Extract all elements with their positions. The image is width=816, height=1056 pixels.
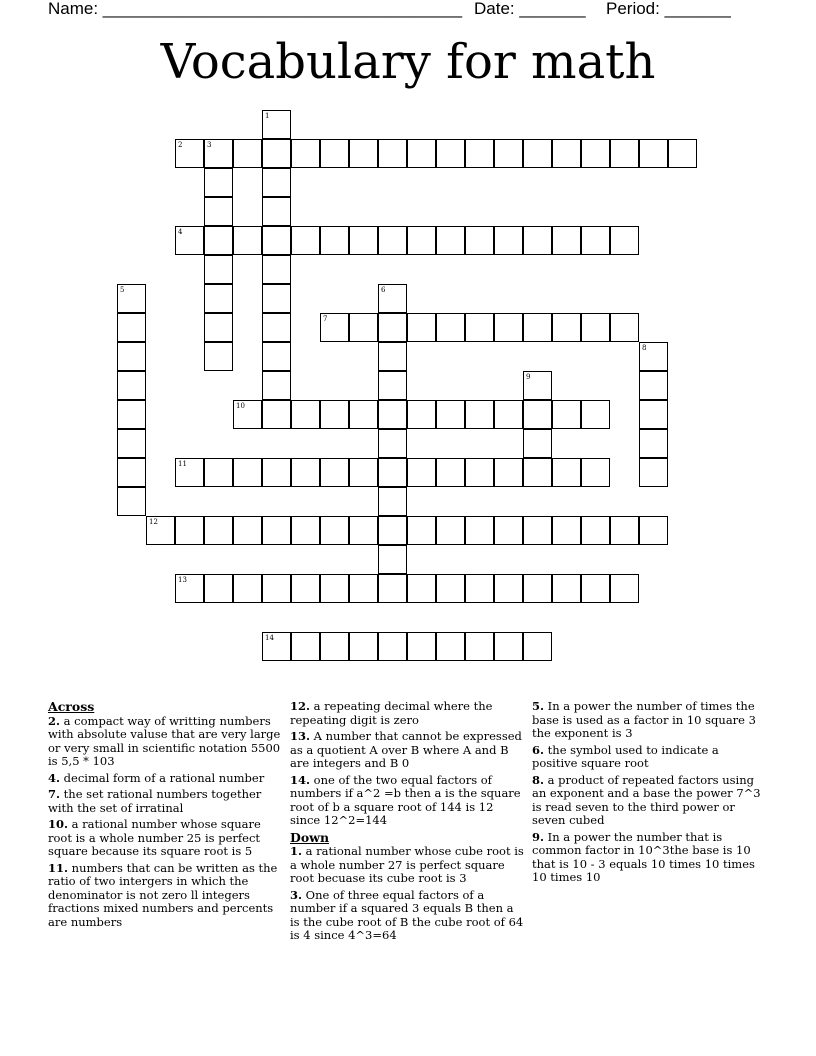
crossword-cell[interactable] xyxy=(407,574,436,603)
crossword-cell[interactable] xyxy=(610,226,639,255)
crossword-cell[interactable] xyxy=(552,400,581,429)
crossword-cell[interactable] xyxy=(436,516,465,545)
crossword-cell[interactable] xyxy=(465,400,494,429)
crossword-cell[interactable] xyxy=(349,632,378,661)
name-field[interactable]: Name: ______________________________________ xyxy=(48,0,463,18)
crossword-cell[interactable] xyxy=(639,139,668,168)
crossword-cell[interactable] xyxy=(378,516,407,545)
crossword-cell[interactable] xyxy=(117,284,146,313)
crossword-cell[interactable] xyxy=(204,458,233,487)
crossword-cell[interactable] xyxy=(436,139,465,168)
crossword-cell[interactable] xyxy=(320,516,349,545)
crossword-cell[interactable] xyxy=(552,516,581,545)
crossword-cell[interactable] xyxy=(639,400,668,429)
crossword-cell[interactable] xyxy=(494,632,523,661)
clue-number: 5 xyxy=(120,286,125,294)
crossword-cell[interactable] xyxy=(581,458,610,487)
crossword-cell[interactable] xyxy=(407,632,436,661)
crossword-cell[interactable] xyxy=(378,400,407,429)
crossword-cell[interactable] xyxy=(378,545,407,574)
crossword-cell[interactable] xyxy=(378,139,407,168)
clue-down-5: 5. In a power the number of times the base is used as a factor in 10 square 3 the exponent is 3 xyxy=(532,699,756,740)
crossword-cell[interactable] xyxy=(262,458,291,487)
crossword-cell[interactable] xyxy=(262,168,291,197)
crossword-cell[interactable] xyxy=(494,313,523,342)
clue-number: 3 xyxy=(207,141,212,149)
crossword-cell[interactable] xyxy=(378,429,407,458)
crossword-cell[interactable] xyxy=(262,255,291,284)
crossword-cell[interactable] xyxy=(262,632,291,661)
crossword-cell[interactable] xyxy=(117,400,146,429)
clue-down-3: 3. One of three equal factors of a number if a squared 3 equals B then a is the cube root of B the cube root of 64 is 4 since 4^3=64 xyxy=(290,887,524,942)
clue-number: 2 xyxy=(178,141,183,149)
crossword-cell[interactable] xyxy=(639,429,668,458)
crossword-cell[interactable] xyxy=(465,574,494,603)
crossword-cell[interactable] xyxy=(349,574,378,603)
clue-across-12: 12. a repeating decimal where the repeating digit is zero xyxy=(290,699,493,727)
crossword-cell[interactable] xyxy=(436,574,465,603)
crossword-cell[interactable] xyxy=(175,139,204,168)
crossword-cell[interactable] xyxy=(523,371,552,400)
crossword-cell[interactable] xyxy=(117,313,146,342)
crossword-cell[interactable] xyxy=(494,574,523,603)
crossword-cell[interactable] xyxy=(378,458,407,487)
crossword-cell[interactable] xyxy=(581,516,610,545)
clue-number: 11 xyxy=(178,460,187,468)
page-title: Vocabulary for math xyxy=(160,34,656,90)
crossword-cell[interactable] xyxy=(262,284,291,313)
crossword-cell[interactable] xyxy=(378,313,407,342)
crossword-cell[interactable] xyxy=(175,574,204,603)
clue-number: 1 xyxy=(265,112,270,120)
crossword-cell[interactable] xyxy=(262,400,291,429)
crossword-cell[interactable] xyxy=(349,400,378,429)
crossword-cell[interactable] xyxy=(407,458,436,487)
crossword-cell[interactable] xyxy=(175,226,204,255)
crossword-cell[interactable] xyxy=(523,574,552,603)
clues-column-1 xyxy=(48,700,282,932)
crossword-cell[interactable] xyxy=(610,139,639,168)
crossword-cell[interactable] xyxy=(204,139,233,168)
crossword-cell[interactable] xyxy=(349,313,378,342)
crossword-cell[interactable] xyxy=(581,400,610,429)
crossword-cell[interactable] xyxy=(291,139,320,168)
crossword-cell[interactable] xyxy=(552,574,581,603)
crossword-cell[interactable] xyxy=(378,226,407,255)
crossword-cell[interactable] xyxy=(523,400,552,429)
crossword-cell[interactable] xyxy=(581,574,610,603)
crossword-cell[interactable] xyxy=(494,139,523,168)
crossword-cell[interactable] xyxy=(523,632,552,661)
clue-number: 13 xyxy=(178,576,187,584)
crossword-cell[interactable] xyxy=(262,139,291,168)
crossword-cell[interactable] xyxy=(233,458,262,487)
crossword-cell[interactable] xyxy=(117,371,146,400)
clue-across-13: 13. A number that cannot be expressed as a quotient A over B where A and B are integers and B 0 xyxy=(290,729,522,770)
crossword-cell[interactable] xyxy=(552,139,581,168)
clue-down-1: 1. a rational number whose cube root is a whole number 27 is perfect square root becuase its cube root is 3 xyxy=(290,844,524,885)
crossword-cell[interactable] xyxy=(262,197,291,226)
crossword-cell[interactable] xyxy=(204,197,233,226)
crossword-cell[interactable] xyxy=(262,574,291,603)
crossword-cell[interactable] xyxy=(204,516,233,545)
crossword-cell[interactable] xyxy=(465,226,494,255)
crossword-cell[interactable] xyxy=(204,313,233,342)
date-field[interactable]: Date: _______ xyxy=(474,0,586,18)
crossword-cell[interactable] xyxy=(117,429,146,458)
crossword-cell[interactable] xyxy=(262,371,291,400)
crossword-cell[interactable] xyxy=(523,139,552,168)
period-field[interactable]: Period: _______ xyxy=(606,0,731,18)
clue-down-8: 8. a product of repeated factors using an exponent and a base the power 7^3 is read seven to the third power or seven cubed xyxy=(532,772,761,827)
crossword-cell[interactable] xyxy=(465,632,494,661)
clue-across-2: 2. a compact way of writting numbers with absolute valuse that are very large or very small in scientific notation 5500 is 5,5 * 103 xyxy=(48,713,281,768)
crossword-cell[interactable] xyxy=(262,342,291,371)
crossword-cell[interactable] xyxy=(465,139,494,168)
crossword-cell[interactable] xyxy=(378,487,407,516)
crossword-cell[interactable] xyxy=(407,226,436,255)
crossword-cell[interactable] xyxy=(523,516,552,545)
clue-number: 8 xyxy=(642,344,647,352)
across-heading: Across xyxy=(48,699,95,714)
crossword-cell[interactable] xyxy=(320,400,349,429)
crossword-cell[interactable] xyxy=(639,371,668,400)
crossword-cell[interactable] xyxy=(262,226,291,255)
clues-column-2 xyxy=(290,700,526,946)
crossword-cell[interactable] xyxy=(639,516,668,545)
crossword-cell[interactable] xyxy=(204,226,233,255)
crossword-cell[interactable] xyxy=(233,139,262,168)
clue-number: 9 xyxy=(526,373,531,381)
crossword-cell[interactable] xyxy=(291,516,320,545)
crossword-cell[interactable] xyxy=(610,516,639,545)
crossword-cell[interactable] xyxy=(349,139,378,168)
crossword-cell[interactable] xyxy=(117,342,146,371)
crossword-cell[interactable] xyxy=(523,458,552,487)
crossword-cell[interactable] xyxy=(291,574,320,603)
clue-across-4: 4. decimal form of a rational number xyxy=(48,770,265,785)
crossword-cell[interactable] xyxy=(349,226,378,255)
crossword-cell[interactable] xyxy=(175,458,204,487)
crossword-cell[interactable] xyxy=(262,516,291,545)
crossword-cell[interactable] xyxy=(175,516,204,545)
crossword-cell[interactable] xyxy=(378,632,407,661)
crossword-cell[interactable] xyxy=(117,458,146,487)
crossword-cell[interactable] xyxy=(436,400,465,429)
clue-number: 4 xyxy=(178,228,183,236)
crossword-cell[interactable] xyxy=(552,313,581,342)
clue-across-10: 10. a rational number whose square root is a whole number 25 is perfect square because its square root is 5 xyxy=(48,817,261,858)
crossword-cell[interactable] xyxy=(320,139,349,168)
clue-down-9: 9. In a power the number that is common factor in 10^3the base is 10 that is 10 - 3 equals 10 times 10 times 10 times 10 xyxy=(532,829,755,884)
crossword-cell[interactable] xyxy=(465,516,494,545)
clue-number: 6 xyxy=(381,286,386,294)
crossword-cell[interactable] xyxy=(262,110,291,139)
crossword-cell[interactable] xyxy=(581,139,610,168)
crossword-cell[interactable] xyxy=(204,342,233,371)
crossword-cell[interactable] xyxy=(639,342,668,371)
clue-number: 10 xyxy=(236,402,245,410)
crossword-cell[interactable] xyxy=(407,313,436,342)
crossword-cell[interactable] xyxy=(378,574,407,603)
crossword-cell[interactable] xyxy=(552,226,581,255)
crossword-cell[interactable] xyxy=(320,574,349,603)
clue-down-6: 6. the symbol used to indicate a positive square root xyxy=(532,742,719,770)
crossword-cell[interactable] xyxy=(523,313,552,342)
crossword-cell[interactable] xyxy=(494,458,523,487)
crossword-cell[interactable] xyxy=(436,226,465,255)
crossword-cell[interactable] xyxy=(494,226,523,255)
crossword-cell[interactable] xyxy=(436,313,465,342)
crossword-cell[interactable] xyxy=(436,632,465,661)
crossword-cell[interactable] xyxy=(581,226,610,255)
crossword-cell[interactable] xyxy=(291,458,320,487)
crossword-cell[interactable] xyxy=(204,284,233,313)
crossword-cell[interactable] xyxy=(291,632,320,661)
crossword-cell[interactable] xyxy=(407,516,436,545)
crossword-cell[interactable] xyxy=(291,226,320,255)
clues-column-3 xyxy=(532,700,766,888)
crossword-cell[interactable] xyxy=(233,574,262,603)
crossword-cell[interactable] xyxy=(320,458,349,487)
clue-across-11: 11. numbers that can be written as the ratio of two intergers in which the denominator is not zero ll integers fractions mixed numbers and percents are numbers xyxy=(48,860,278,929)
crossword-cell[interactable] xyxy=(262,313,291,342)
crossword-cell[interactable] xyxy=(349,516,378,545)
crossword-cell[interactable] xyxy=(233,400,262,429)
crossword-cell[interactable] xyxy=(204,574,233,603)
crossword-cell[interactable] xyxy=(320,313,349,342)
crossword-cell[interactable] xyxy=(465,313,494,342)
crossword-cell[interactable] xyxy=(523,429,552,458)
crossword-cell[interactable] xyxy=(378,342,407,371)
crossword-cell[interactable] xyxy=(407,139,436,168)
clue-across-7: 7. the set rational numbers together with the set of irratinal xyxy=(48,787,262,815)
crossword-cell[interactable] xyxy=(204,168,233,197)
crossword-cell[interactable] xyxy=(639,458,668,487)
crossword-cell[interactable] xyxy=(581,313,610,342)
crossword-cell[interactable] xyxy=(610,313,639,342)
clue-number: 7 xyxy=(323,315,328,323)
crossword-cell[interactable] xyxy=(407,400,436,429)
crossword-cell[interactable] xyxy=(523,226,552,255)
crossword-cell[interactable] xyxy=(494,400,523,429)
crossword-cell[interactable] xyxy=(494,516,523,545)
crossword-cell[interactable] xyxy=(378,284,407,313)
crossword-cell[interactable] xyxy=(291,400,320,429)
crossword-cell[interactable] xyxy=(378,371,407,400)
crossword-cell[interactable] xyxy=(233,226,262,255)
clue-number: 12 xyxy=(149,518,158,526)
crossword-cell[interactable] xyxy=(117,487,146,516)
crossword-cell[interactable] xyxy=(436,458,465,487)
crossword-cell[interactable] xyxy=(233,516,262,545)
crossword-cell[interactable] xyxy=(552,458,581,487)
crossword-cell[interactable] xyxy=(668,139,697,168)
crossword-cell[interactable] xyxy=(465,458,494,487)
down-heading: Down xyxy=(290,829,330,845)
crossword-cell[interactable] xyxy=(320,632,349,661)
crossword-cell[interactable] xyxy=(610,574,639,603)
crossword-cell[interactable] xyxy=(320,226,349,255)
crossword-cell[interactable] xyxy=(349,458,378,487)
clue-number: 14 xyxy=(265,634,274,642)
crossword-cell[interactable] xyxy=(146,516,175,545)
crossword-cell[interactable] xyxy=(204,255,233,284)
clue-across-14: 14. one of the two equal factors of numbers if a^2 =b then a is the square root of b a square root of 144 is 12 since 12^2=144 xyxy=(290,772,521,827)
